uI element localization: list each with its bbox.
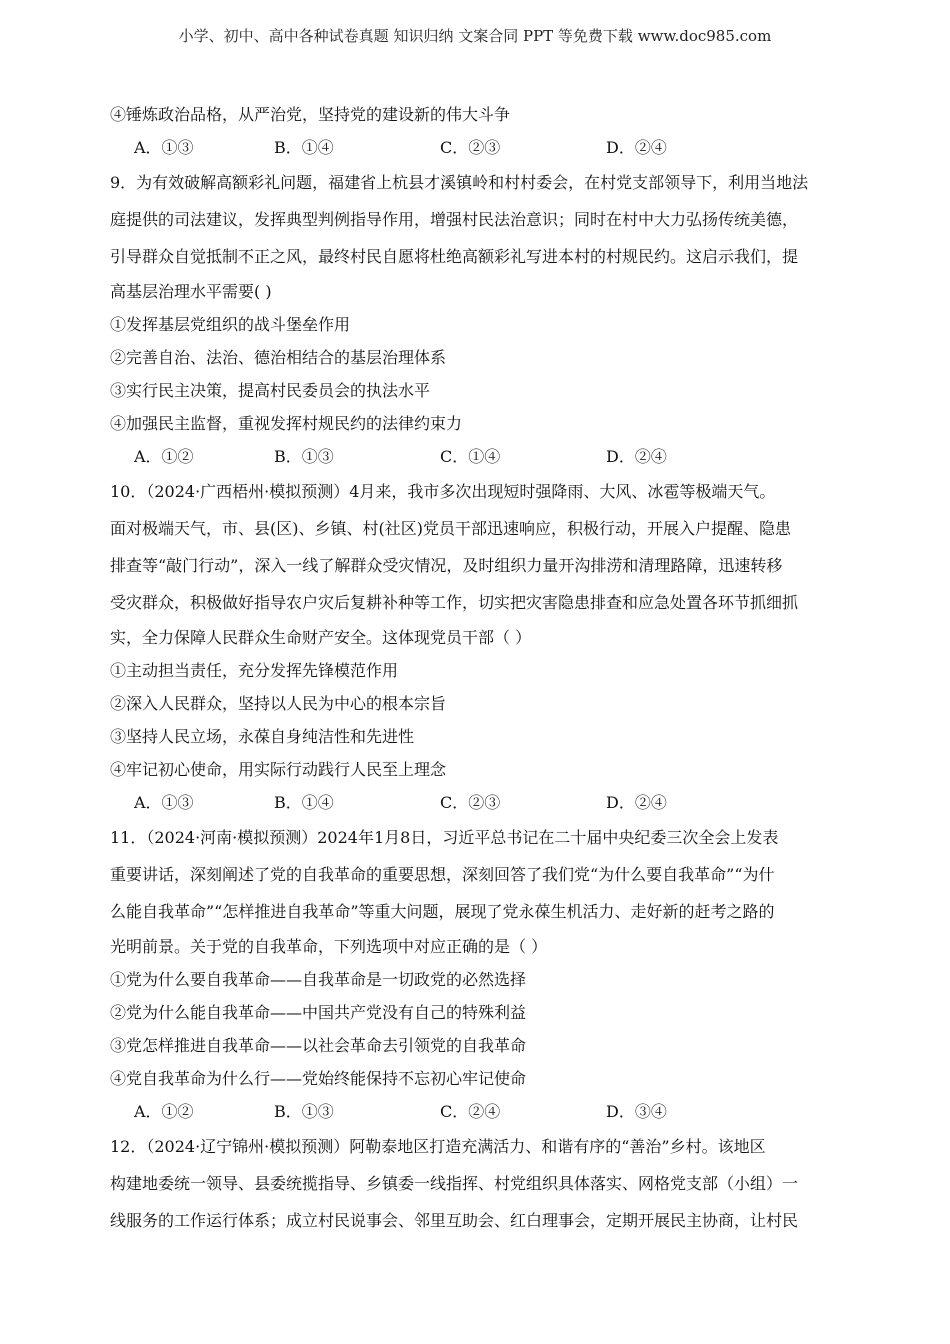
- option-d: D．②④: [606, 447, 667, 466]
- question-item: ④锤炼政治品格，从严治党，坚持党的建设新的伟大斗争: [110, 105, 511, 124]
- question-item: ①党为什么要自我革命——自我革命是一切政党的必然选择: [110, 970, 527, 989]
- option-d: D．②④: [606, 138, 667, 157]
- question-stem-line: 引导群众自觉抵制不正之风，最终村民自愿将杜绝高额彩礼写进本村的村规民约。这启示我们，提: [110, 247, 799, 266]
- option-a: A．①③: [134, 138, 194, 157]
- option-b: B．①③: [274, 1102, 334, 1121]
- option-a: A．①②: [134, 447, 194, 466]
- question-stem-line: 10．（2024·广西梧州·模拟预测）4月来，我市多次出现短时强降雨、大风、冰雹等极端天气。: [110, 482, 776, 501]
- answer-options: [110, 131, 850, 164]
- question-stem-line: 么能自我革命”“怎样推进自我革命”等重大问题，展现了党永葆生机活力、走好新的赶考之路的: [110, 902, 775, 921]
- option-b: B．①④: [274, 793, 334, 812]
- question-11: [110, 819, 850, 1128]
- option-b: B．①③: [274, 447, 334, 466]
- question-stem-line: 光明前景。关于党的自我革命，下列选项中对应正确的是（ ）: [110, 937, 548, 956]
- page-header: 小学、初中、高中各种试卷真题 知识归纳 文案合同 PPT 等免费下载 www.doc985.com: [178, 27, 772, 45]
- answer-options: [110, 440, 850, 473]
- option-c: C．②③: [440, 793, 501, 812]
- question-stem-line: 12．（2024·辽宁锦州·模拟预测）阿勒泰地区打造充满活力、和谐有序的“善治”乡村。该地区: [110, 1137, 766, 1156]
- question-stem-line: 排查等“敲门行动”，深入一线了解群众受灾情况，及时组织力量开沟排涝和清理路障，迅速转移: [110, 556, 783, 575]
- question-12: [110, 1128, 850, 1239]
- option-b: B．①④: [274, 138, 334, 157]
- question-stem-line: 构建地委统一领导、县委统揽指导、乡镇委一线指挥、村党组织具体落实、网格党支部（小组）一: [110, 1174, 799, 1193]
- option-d: D．③④: [606, 1102, 667, 1121]
- question-item: ①发挥基层党组织的战斗堡垒作用: [110, 315, 351, 334]
- question-item: ②党为什么能自我革命——中国共产党没有自己的特殊利益: [110, 1003, 527, 1022]
- question-stem-line: 重要讲话，深刻阐述了党的自我革命的重要思想，深刻回答了我们党“为什么要自我革命”“为什: [110, 865, 775, 884]
- question-stem-line: 实，全力保障人民群众生命财产安全。这体现党员干部（ ）: [110, 628, 532, 647]
- question-stem-line: 面对极端天气，市、县(区)、乡镇、村(社区)党员干部迅速响应，积极行动，开展入户提醒、隐患: [110, 519, 791, 538]
- option-d: D．②④: [606, 793, 667, 812]
- question-item: ③坚持人民立场，永葆自身纯洁性和先进性: [110, 727, 415, 746]
- question-stem-line: 11．（2024·河南·模拟预测）2024年1月8日，习近平总书记在二十届中央纪委三次全会上发表: [110, 828, 779, 847]
- answer-options: [110, 1095, 850, 1128]
- question-9: [110, 164, 850, 473]
- question-item: ③实行民主决策，提高村民委员会的执法水平: [110, 381, 431, 400]
- option-a: A．①②: [134, 1102, 194, 1121]
- question-item: ④牢记初心使命，用实际行动践行人民至上理念: [110, 760, 447, 779]
- question-item: ③党怎样推进自我革命——以社会革命去引领党的自我革命: [110, 1036, 527, 1055]
- question-10: [110, 473, 850, 819]
- option-c: C．②④: [440, 1102, 501, 1121]
- option-c: C．①④: [440, 447, 501, 466]
- question-item: ④党自我革命为什么行——党始终能保持不忘初心牢记使命: [110, 1069, 527, 1088]
- question-item: ②深入人民群众，坚持以人民为中心的根本宗旨: [110, 694, 447, 713]
- question-stem-line: 9．为有效破解高额彩礼问题，福建省上杭县才溪镇岭和村村委会，在村党支部领导下，利用当地法: [110, 173, 809, 192]
- question-stem-line: 庭提供的司法建议，发挥典型判例指导作用，增强村民法治意识；同时在村中大力弘扬传统美德，: [110, 210, 799, 229]
- question-stem-line: 线服务的工作运行体系；成立村民说事会、邻里互助会、红白理事会，定期开展民主协商，让村民: [110, 1211, 799, 1230]
- question-item: ①主动担当责任，充分发挥先锋模范作用: [110, 661, 399, 680]
- question-item: ②完善自治、法治、德治相结合的基层治理体系: [110, 348, 447, 367]
- option-c: C．②③: [440, 138, 501, 157]
- document-body: [110, 98, 850, 1239]
- answer-options: [110, 786, 850, 819]
- option-a: A．①③: [134, 793, 194, 812]
- question-item: ④加强民主监督，重视发挥村规民约的法律约束力: [110, 414, 463, 433]
- question-stem-line: 高基层治理水平需要( ): [110, 282, 272, 301]
- question-stem-line: 受灾群众，积极做好指导农户灾后复耕补种等工作，切实把灾害隐患排查和应急处置各环节抓细抓: [110, 593, 799, 612]
